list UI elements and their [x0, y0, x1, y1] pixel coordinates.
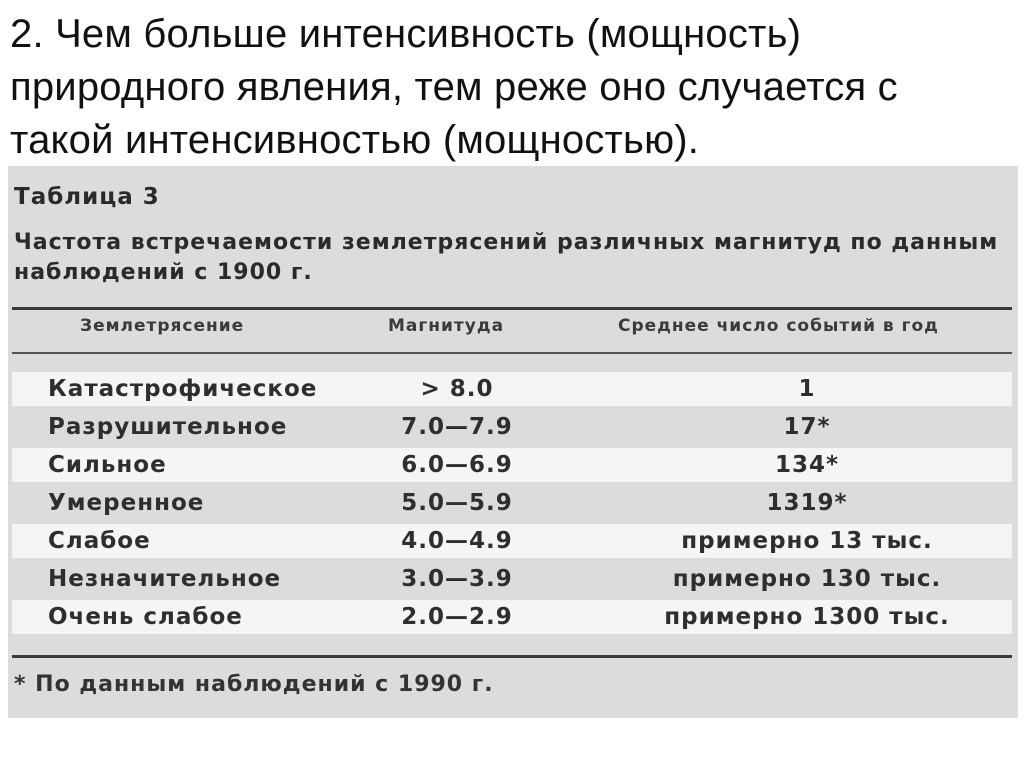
cell-events: 1: [798, 376, 816, 402]
table-top-rule: [12, 307, 1012, 310]
table-bottom-rule: [12, 655, 1012, 658]
table-row: [12, 524, 1012, 558]
table-row: [12, 486, 1012, 520]
table-row: [12, 448, 1012, 482]
table-row: [12, 600, 1012, 634]
cell-magnitude: 6.0—6.9: [401, 452, 513, 478]
table-footnote: * По данным наблюдений с 1990 г.: [14, 672, 494, 697]
cell-earthquake: Незначительное: [48, 566, 282, 592]
header-rule: [12, 352, 1012, 354]
table-row: [12, 410, 1012, 444]
cell-magnitude: 7.0—7.9: [401, 414, 513, 440]
cell-events: примерно 13 тыс.: [681, 528, 933, 554]
header-magnitude: Магнитуда: [388, 316, 505, 336]
slide-heading: 2. Чем больше интенсивность (мощность) природного явления, тем реже оно случается с такой интенсивностью (мощностью).: [10, 12, 898, 162]
cell-magnitude: 5.0—5.9: [401, 490, 513, 516]
cell-earthquake: Разрушительное: [48, 414, 288, 440]
cell-earthquake: Слабое: [48, 528, 151, 554]
cell-magnitude: 3.0—3.9: [401, 566, 513, 592]
table-number: Таблица 3: [14, 184, 160, 210]
scanned-table-image: [8, 166, 1018, 718]
cell-magnitude: 4.0—4.9: [401, 528, 513, 554]
table-caption: Частота встречаемости землетрясений различных магнитуд по данным наблюдений с 1900 г.: [14, 230, 999, 285]
cell-events: 17*: [783, 414, 831, 440]
table-row: [12, 372, 1012, 406]
cell-earthquake: Катастрофическое: [48, 376, 318, 402]
cell-earthquake: Очень слабое: [48, 604, 243, 630]
table-row: [12, 562, 1012, 596]
cell-magnitude: 2.0—2.9: [401, 604, 513, 630]
cell-earthquake: Сильное: [48, 452, 167, 478]
cell-events: примерно 130 тыс.: [672, 566, 942, 592]
table-body: [12, 372, 1012, 638]
cell-earthquake: Умеренное: [48, 490, 205, 516]
header-events-per-year: Среднее число событий в год: [618, 316, 939, 336]
cell-events: 1319*: [766, 490, 848, 516]
header-earthquake: Землетрясение: [80, 316, 245, 336]
cell-events: 134*: [774, 452, 840, 478]
cell-events: примерно 1300 тыс.: [664, 604, 950, 630]
cell-magnitude: > 8.0: [420, 376, 494, 402]
